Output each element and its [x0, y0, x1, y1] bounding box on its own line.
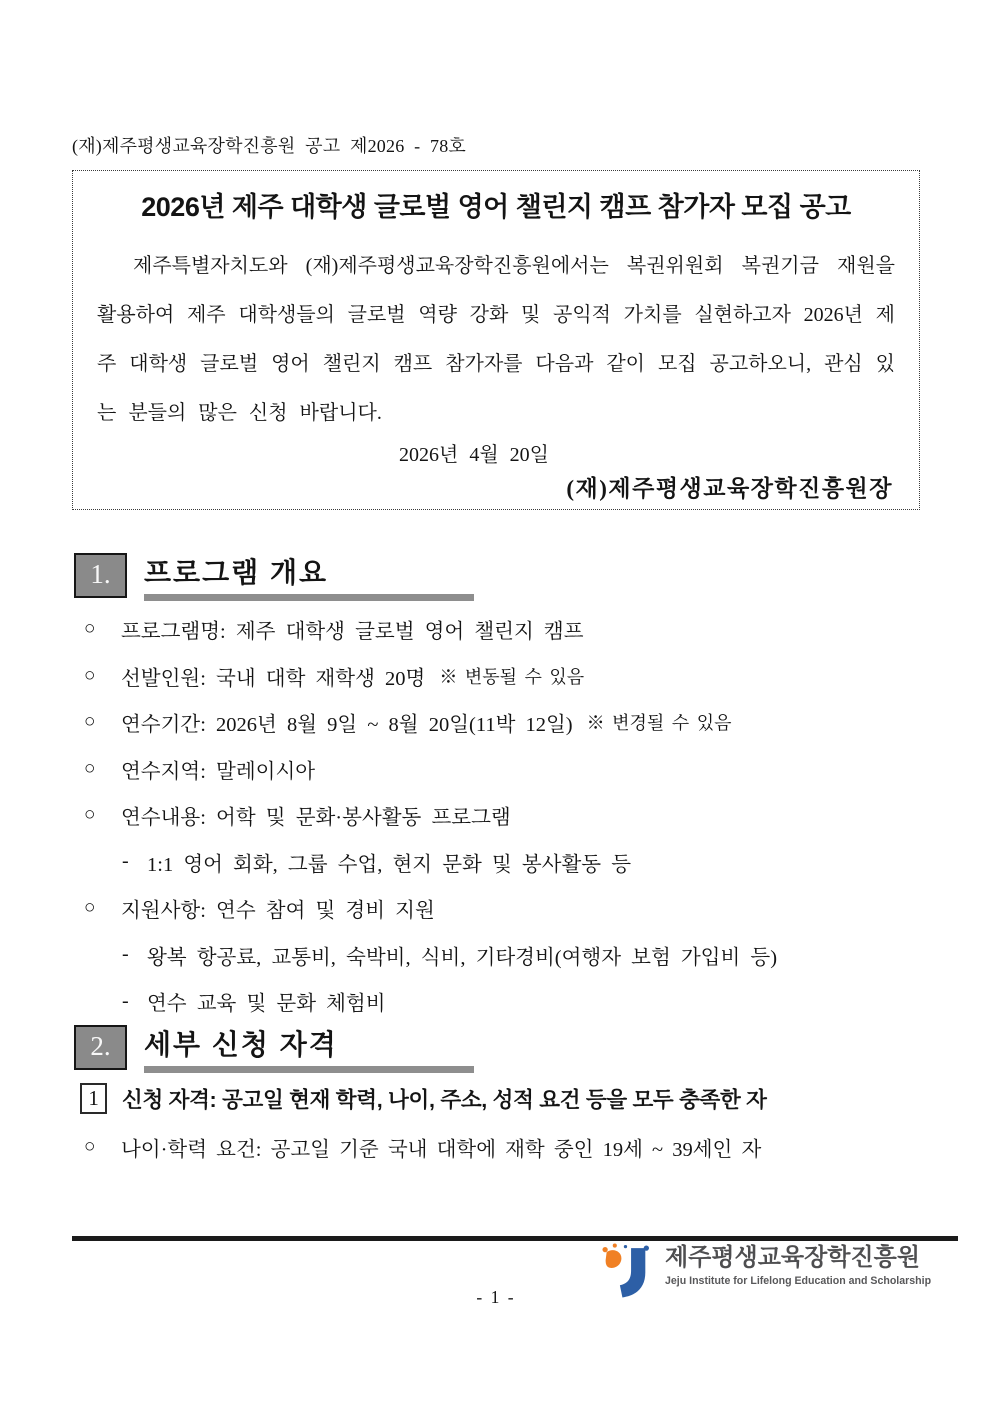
list-subitem — [84, 839, 929, 886]
eligibility-headline-text: 신청 자격: 공고일 현재 학력, 나이, 주소, 성적 요건 등을 모두 충족한 자 — [122, 1088, 767, 1112]
list-item — [84, 792, 929, 839]
announcement-date: 2026년 4월 20일 — [399, 444, 549, 466]
list-item-note: ※ 변동될 수 있음 — [439, 666, 585, 687]
list-subitem — [84, 932, 929, 979]
footer-rule — [72, 1236, 958, 1241]
list-subitem — [84, 978, 929, 1025]
dash-bullet-icon: - — [122, 943, 129, 966]
section-2-title: 세부 신청 자격 — [144, 1029, 338, 1060]
announcement-signer: (재)제주평생교육장학진흥원장 — [566, 476, 893, 501]
section-1-header — [74, 553, 474, 601]
institute-logo-text — [665, 1242, 931, 1287]
circle-bullet-icon: ○ — [84, 618, 96, 640]
circle-bullet-icon: ○ — [84, 711, 96, 733]
list-item-text: 연수지역: 말레이시아 — [121, 760, 316, 783]
circle-bullet-icon: ○ — [84, 1136, 96, 1157]
institute-name-english: Jeju Institute for Lifelong Education and Scholarship — [665, 1275, 932, 1287]
section-2-underline — [144, 1066, 474, 1073]
section-1-title: 프로그램 개요 — [144, 557, 329, 588]
list-item — [84, 653, 929, 700]
institute-name-korean: 제주평생교육장학진흥원 — [665, 1244, 921, 1271]
list-item — [84, 1124, 761, 1170]
announcement-box — [72, 170, 920, 510]
list-item-text: 연수 교육 및 문화 체험비 — [147, 993, 386, 1016]
program-overview-list — [84, 606, 929, 1025]
list-item-text: 1:1 영어 회화, 그룹 수업, 현지 문화 및 봉사활동 등 — [147, 853, 632, 876]
section-1-number-badge: 1. — [74, 553, 127, 598]
list-item-text: 왕복 항공료, 교통비, 숙박비, 식비, 기타경비(여행자 보험 가입비 등) — [147, 946, 778, 969]
circle-bullet-icon: ○ — [84, 897, 96, 919]
list-item-text: 나이·학력 요건: 공고일 기준 국내 대학에 재학 중인 19세 ~ 39세인 자 — [121, 1139, 762, 1161]
announcement-body: 제주특별자치도와 (재)제주평생교육장학진흥원에서는 복권위원회 복권기금 재원을 활용하여 제주 대학생들의 글로벌 역량 강화 및 공익적 가치를 실현하고자 2026년 제주 대학생 글로벌 영어 챌린지 캠프 참가자를 다음과 같이 모집 공고하오니, 관심 있는 분들의 많은 신청 바랍니다. — [97, 255, 895, 424]
circle-bullet-icon: ○ — [84, 757, 96, 779]
list-item-note: ※ 변경될 수 있음 — [586, 713, 732, 734]
circle-bullet-icon: ○ — [84, 664, 96, 686]
list-item-text: 프로그램명: 제주 대학생 글로벌 영어 챌린지 캠프 — [121, 621, 584, 644]
page-number: - 1 - — [476, 1287, 516, 1307]
list-item — [84, 746, 929, 793]
list-item-text: 연수내용: 어학 및 문화·봉사활동 프로그램 — [121, 807, 511, 830]
list-item-text: 선발인원: 국내 대학 재학생 20명 — [121, 667, 426, 690]
list-item — [84, 699, 929, 746]
announcement-title: 2026년 제주 대학생 글로벌 영어 챌린지 캠프 참가자 모집 공고 — [141, 192, 851, 222]
section-2-number-badge: 2. — [74, 1025, 127, 1070]
notice-number: (재)제주평생교육장학진흥원 공고 제2026 - 78호 — [72, 136, 466, 156]
list-item-text: 연수기간: 2026년 8월 9일 ~ 8월 20일(11박 12일) — [121, 714, 573, 737]
list-item — [84, 885, 929, 932]
boxed-number-icon: 1 — [80, 1083, 107, 1114]
eligibility-headline — [80, 1083, 767, 1114]
list-item — [84, 606, 929, 653]
circle-bullet-icon: ○ — [84, 804, 96, 826]
dash-bullet-icon: - — [122, 850, 129, 873]
section-1-underline — [144, 594, 474, 601]
list-item-text: 지원사항: 연수 참여 및 경비 지원 — [121, 900, 435, 923]
section-2-header — [74, 1025, 474, 1073]
dash-bullet-icon: - — [122, 989, 129, 1012]
